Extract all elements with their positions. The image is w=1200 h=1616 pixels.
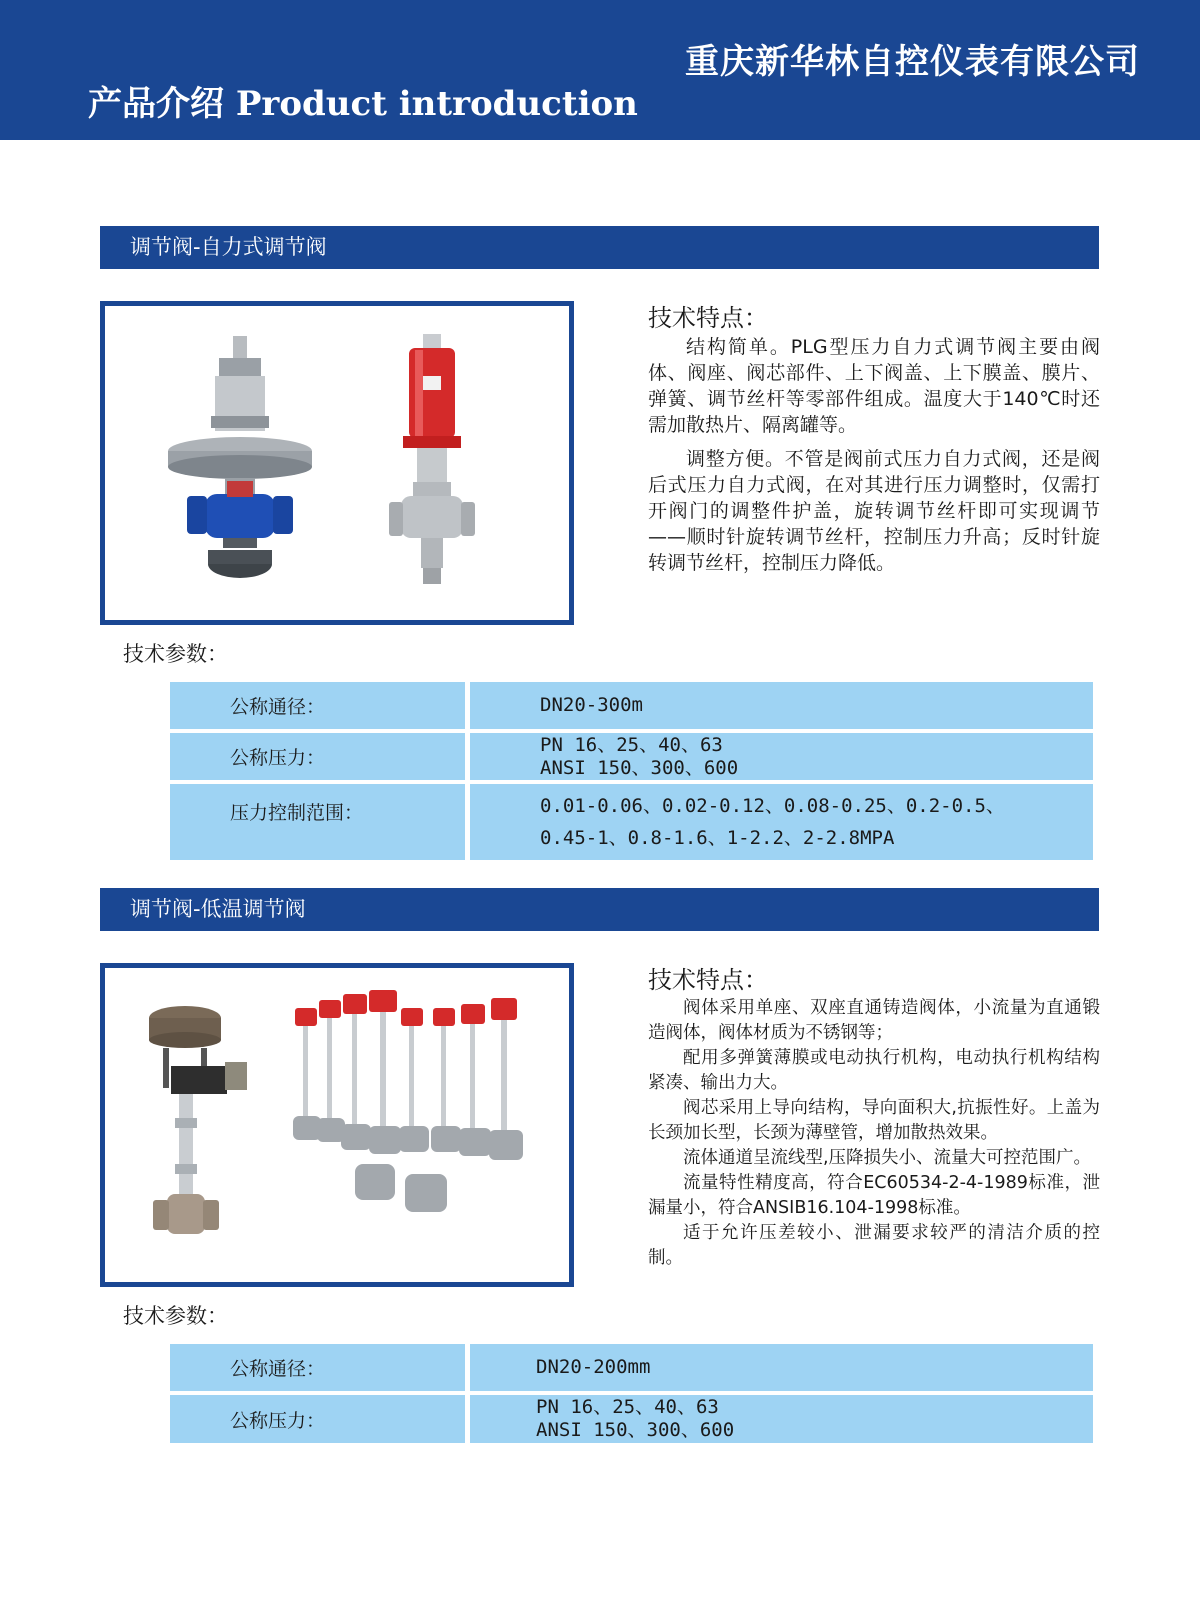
param-value-line: ANSI 150、300、600 <box>536 1419 735 1441</box>
params-table <box>170 1344 1093 1447</box>
param-name: 公称压力： <box>170 733 465 780</box>
param-value <box>470 733 1093 780</box>
features-paragraph: 阀芯采用上导向结构，导向面积大,抗振性好。上盖为长颈加长型，长颈为薄壁管，增加散热效果。 <box>648 1098 1100 1143</box>
page-title: 产品介绍 Product introduction <box>88 84 638 124</box>
params-label: 技术参数： <box>123 1304 228 1328</box>
valve-illustration-2 <box>105 968 569 1282</box>
section-title-cryogenic-valve: 调节阀-低温调节阀 <box>100 888 1099 931</box>
table-row <box>170 682 1093 729</box>
params-label: 技术参数： <box>123 642 228 666</box>
section-title-self-operated-valve: 调节阀-自力式调节阀 <box>100 226 1099 269</box>
param-name: 压力控制范围： <box>170 784 465 860</box>
valve-illustration-1 <box>105 306 569 620</box>
params-table <box>170 682 1093 864</box>
table-row <box>170 1344 1093 1391</box>
param-name: 公称通径： <box>170 682 465 729</box>
table-row <box>170 1395 1093 1443</box>
product-photo-cryogenic-valves <box>100 963 574 1287</box>
header-banner <box>0 0 1200 140</box>
param-name: 公称压力： <box>170 1395 465 1443</box>
features-paragraph: 适于允许压差较小、泄漏要求较严的清洁介质的控制。 <box>648 1223 1100 1268</box>
features-paragraph: 配用多弹簧薄膜或电动执行机构，电动执行机构结构紧凑、输出力大。 <box>648 1048 1100 1093</box>
features-paragraph: 结构简单。PLG型压力自力式调节阀主要由阀体、阀座、阀芯部件、上下阀盖、上下膜盖、膜片、弹簧、调节丝杆等零部件组成。温度大于140℃时还需加散热片、隔离罐等。 <box>648 336 1100 436</box>
table-row <box>170 784 1093 860</box>
features-paragraph: 阀体采用单座、双座直通铸造阀体，小流量为直通锻造阀体，阀体材质为不锈钢等； <box>648 998 1100 1043</box>
param-value <box>470 784 1093 860</box>
param-value-line: ANSI 150、300、600 <box>540 756 739 779</box>
features-text <box>648 996 1100 1271</box>
param-value-line: 0.45-1、0.8-1.6、1-2.2、2-2.8MPA <box>540 827 895 849</box>
param-name: 公称通径： <box>170 1344 465 1391</box>
features-title: 技术特点： <box>648 966 768 994</box>
features-text <box>648 334 1100 576</box>
param-value-line: PN 16、25、40、63 <box>540 733 723 756</box>
table-row <box>170 733 1093 780</box>
param-value-line: 0.01-0.06、0.02-0.12、0.08-0.25、0.2-0.5、 <box>540 795 1005 817</box>
param-value-line: PN 16、25、40、63 <box>536 1396 719 1418</box>
features-title: 技术特点： <box>648 304 768 332</box>
company-name: 重庆新华林自控仪表有限公司 <box>685 42 1140 82</box>
product-photo-self-operated-valves <box>100 301 574 625</box>
valve-group <box>293 990 523 1212</box>
features-paragraph: 流体通道呈流线型,压降损失小、流量大可控范围广。 <box>683 1148 1092 1168</box>
features-paragraph: 调整方便。不管是阀前式压力自力式阀，还是阀后式压力自力式阀，在对其进行压力调整时，仅需打开阀门的调整件护盖，旋转调节丝杆即可实现调节——顺时针旋转调节丝杆，控制压力升高；反时针旋转调节丝杆，控制压力降低。 <box>648 448 1100 574</box>
param-value <box>470 1395 1093 1443</box>
param-value <box>470 1344 1093 1391</box>
param-value <box>470 682 1093 729</box>
param-value-line: DN20-300m <box>540 694 643 716</box>
features-paragraph: 流量特性精度高，符合EC60534-2-4-1989标准，泄漏量小，符合ANSIB16.104-1998标准。 <box>648 1173 1100 1218</box>
param-value-line: DN20-200mm <box>536 1356 651 1378</box>
